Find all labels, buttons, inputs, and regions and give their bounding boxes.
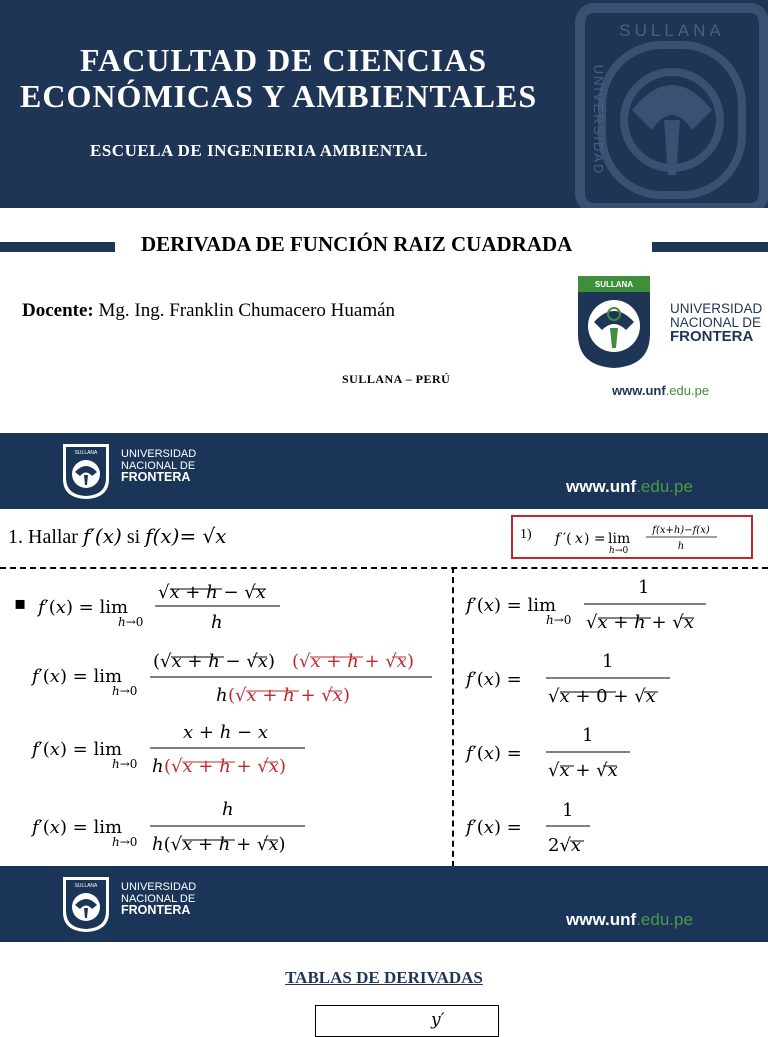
- svg-text:h: h: [609, 546, 615, 556]
- step-4: [30, 799, 305, 855]
- slide-title: DERIVADA DE FUNCIÓN RAIZ CUADRADA: [141, 232, 573, 256]
- svg-text:x + h − x: x + h − x: [183, 722, 268, 743]
- svg-text:f′(x) =: f′(x) =: [466, 743, 522, 764]
- svg-text:f′(x) = lim: f′(x) = lim: [32, 739, 123, 760]
- svg-text:1: 1: [582, 725, 594, 746]
- banner-website-suffix: .edu.pe: [636, 910, 693, 929]
- svg-text:h: h: [222, 799, 234, 820]
- svg-text:h→0: h→0: [118, 615, 144, 629]
- faculty-title-line-1: FACULTAD DE CIENCIAS: [80, 42, 488, 78]
- svg-text:1: 1: [602, 651, 614, 672]
- svg-text:SULLANA: SULLANA: [619, 21, 725, 40]
- svg-text:h→0: h→0: [112, 757, 138, 771]
- school-name: ESCUELA DE INGENIERIA AMBIENTAL: [90, 141, 428, 160]
- problem-statement: [8, 524, 227, 549]
- title-hero: [0, 0, 768, 208]
- step-6: [464, 651, 670, 707]
- derivatives-table: [315, 1005, 499, 1037]
- banner-wordmark-line-1: UNIVERSIDAD: [121, 881, 197, 893]
- step-1: [36, 582, 280, 633]
- svg-text:1: 1: [562, 800, 574, 821]
- svg-text:2√x: 2√x: [548, 835, 582, 856]
- svg-text:→0: →0: [615, 546, 629, 556]
- definition-formula: [551, 519, 751, 557]
- svg-text:√x + h + √x: √x + h + √x: [586, 612, 694, 633]
- step-8: [464, 800, 590, 856]
- university-wordmark: [670, 302, 762, 344]
- definition-box: [511, 515, 753, 559]
- title-rule-left: [0, 242, 115, 252]
- svg-text:h→0: h→0: [112, 684, 138, 698]
- svg-text:h: h: [677, 541, 685, 552]
- website-suffix: .edu.pe: [665, 383, 710, 398]
- docente-label: Docente:: [22, 300, 94, 321]
- svg-text:f′(x) =: f′(x) =: [466, 817, 522, 838]
- svg-text:UNIVERSIDAD: UNIVERSIDAD: [591, 64, 606, 176]
- svg-text:f′(x) =: f′(x) =: [466, 669, 522, 690]
- svg-text:SULLANA: SULLANA: [74, 450, 98, 456]
- svg-text:′(: ′(: [563, 531, 572, 547]
- banner-website-link[interactable]: [566, 477, 693, 497]
- svg-text:(√x + h + √x): (√x + h + √x): [164, 756, 286, 777]
- step-7: [464, 725, 630, 781]
- svg-text:f(x+h)−f(x): f(x+h)−f(x): [652, 525, 710, 536]
- problem-prefix: 1. Hallar: [8, 526, 83, 548]
- definition-number: 1): [520, 527, 532, 542]
- step-5: [464, 577, 706, 633]
- svg-text:SULLANA: SULLANA: [74, 883, 98, 889]
- university-logo: [572, 272, 656, 370]
- svg-text:h→0: h→0: [546, 613, 572, 627]
- svg-text:h→0: h→0: [112, 835, 138, 849]
- svg-text:1: 1: [638, 577, 650, 598]
- title-rule-right: [652, 242, 768, 252]
- banner-logo: [60, 874, 112, 934]
- svg-text:(√x + h + √x): (√x + h + √x): [228, 685, 350, 706]
- wordmark-line-3: FRONTERA: [670, 328, 754, 345]
- banner-wordmark-line-3: FRONTERA: [121, 903, 191, 917]
- svg-text:(√x + h − √x): (√x + h − √x): [153, 651, 275, 672]
- svg-text:√x + √x: √x + √x: [548, 760, 618, 781]
- banner-website-main: www.unf: [566, 910, 637, 929]
- svg-text:f′(x) = lim: f′(x) = lim: [32, 666, 123, 687]
- svg-text:h: h: [211, 612, 223, 633]
- svg-text:f: f: [555, 531, 561, 547]
- city-label: SULLANA – PERÚ: [342, 372, 451, 386]
- website-link[interactable]: [612, 383, 709, 398]
- table-first-cell: y′: [431, 1010, 445, 1030]
- svg-text:h(√x + h + √x): h(√x + h + √x): [152, 834, 286, 855]
- banner-wordmark-line-2: NACIONAL DE: [121, 459, 196, 472]
- banner-website-link[interactable]: [566, 910, 693, 930]
- university-seal-watermark: [572, 0, 768, 208]
- problem-si: si: [121, 526, 146, 548]
- problem-derivative: f′(x): [82, 524, 122, 548]
- svg-text:f′(x) = lim: f′(x) = lim: [32, 817, 123, 838]
- header-banner: [0, 433, 768, 509]
- svg-text:▪: ▪: [14, 593, 27, 614]
- svg-text:SULLANA: SULLANA: [594, 280, 634, 289]
- banner-website-suffix: .edu.pe: [636, 477, 693, 496]
- banner-wordmark: [121, 449, 196, 484]
- wordmark-line-1: UNIVERSIDAD: [670, 301, 763, 316]
- svg-text:√x + h − √x: √x + h − √x: [158, 582, 266, 603]
- svg-text:x: x: [575, 531, 583, 547]
- banner-logo: [60, 441, 112, 501]
- derivatives-table-heading: TABLAS DE DERIVADAS: [285, 968, 483, 987]
- faculty-title-line-2: ECONÓMICAS Y AMBIENTALES: [20, 78, 538, 114]
- svg-text:√x + 0 + √x: √x + 0 + √x: [548, 686, 656, 707]
- banner-website-main: www.unf: [566, 477, 637, 496]
- derivation-steps: [0, 567, 768, 867]
- svg-text:f′(x) = lim: f′(x) = lim: [466, 595, 557, 616]
- banner-wordmark-line-3: FRONTERA: [121, 470, 191, 484]
- problem-function: f(x)= √x: [145, 524, 227, 548]
- footer-banner: [0, 866, 768, 942]
- step-2: [30, 651, 432, 706]
- banner-wordmark-line-1: UNIVERSIDAD: [121, 448, 197, 460]
- svg-text:) =: ) =: [584, 531, 606, 547]
- svg-text:f′(x) = lim: f′(x) = lim: [38, 597, 129, 618]
- svg-text:h: h: [216, 685, 228, 706]
- step-3: [30, 722, 305, 777]
- docente-line: [22, 300, 395, 322]
- banner-wordmark: [121, 882, 196, 917]
- svg-text:(√x + h + √x): (√x + h + √x): [292, 651, 414, 672]
- svg-text:h: h: [152, 756, 164, 777]
- svg-text:lim: lim: [608, 531, 631, 547]
- docente-name: Mg. Ing. Franklin Chumacero Huamán: [93, 300, 396, 321]
- wordmark-line-2: NACIONAL DE: [670, 315, 762, 330]
- website-main: www.unf: [612, 383, 666, 398]
- banner-wordmark-line-2: NACIONAL DE: [121, 892, 196, 905]
